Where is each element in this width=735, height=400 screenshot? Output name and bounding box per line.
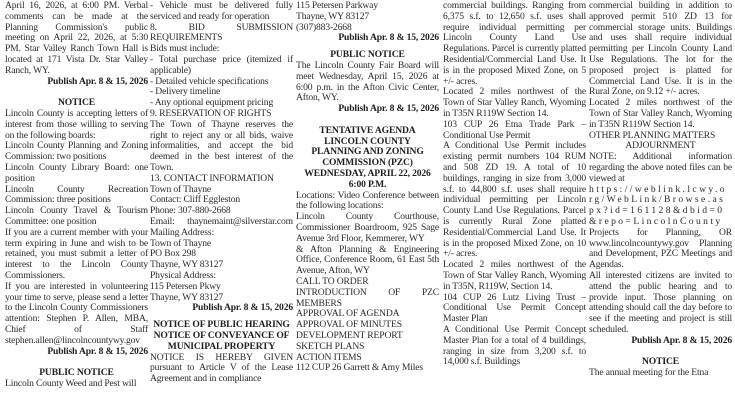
notice-paragraph: The Town of Thayne reserves the right to reject any or all bids, waive informalities, and accept the bid deemed in the best interest of the Town.: [150, 118, 293, 173]
notice-paragraph: Contact: Cliff Eggleston: [150, 194, 241, 206]
notice-paragraph: The Lincoln County Fair Board will meet Wednesday, April 15, 2026 at 6:00 p.m. in the Afton Civic Center, Afton, WY.: [296, 59, 439, 104]
notice-paragraph: Thayne, WY 83127: [296, 10, 370, 22]
notice-paragraph: DEVELOPMENT REPORT: [296, 329, 403, 341]
notice-paragraph: All interested citizens are invited to attend the public hearing and to provide input. Those planning on attending should call the day before to see if the meeting and project is still scheduled.: [589, 269, 732, 335]
notice-paragraph: - Detailed vehicle specifications: [150, 75, 269, 87]
notice-heading: NOTICE OF PUBLIC HEARING NOTICE OF CONVEYANCE OF MUNICIPAL PROPERTY: [153, 319, 290, 352]
column-5: [589, 1, 732, 379]
notice-paragraph: Town of Thayne: [150, 183, 211, 195]
notice-paragraph: Phone: 307-880-2668: [150, 205, 231, 217]
column-1: [5, 1, 148, 390]
notice-paragraph: If you are interested in volunteering your time to serve, please send a letter to the Lincoln County Commissioners attention: Stephen P. Allen, MBA, Chief of Staff stephen.allen@lincolncountywy.gov: [5, 280, 148, 346]
notice-heading: TENTATIVE AGENDA LINCOLN COUNTY PLANNING AND ZONING COMMISSION (PZC) WEDNESDAY, APRIL 22, 2026 6:00 P.M.: [304, 124, 431, 190]
notice-paragraph: PO Box 298: [150, 248, 196, 260]
notice-paragraph: INTRODUCTION OF PZC MEMBERS: [296, 286, 439, 309]
notice-paragraph: Email: thaynemaint@silverstar.com Mailing Address:: [150, 215, 293, 238]
notice-paragraph: Thayne, WY 83127: [150, 291, 224, 303]
publish-date-line: Publish Apr. 8 & 15, 2026: [338, 32, 439, 44]
column-4: [443, 1, 586, 368]
notice-paragraph: (307)883-2668: [296, 21, 352, 33]
notice-heading: NOTICE: [642, 356, 679, 368]
notice-paragraph: 115 Petersen Pkwy: [150, 280, 221, 292]
notice-paragraph: If you are a current member with your term expiring in June and wish to be retained, you must submit a letter of interest to the Lincoln County Commissioners.: [5, 226, 148, 281]
notice-paragraph: 104 CUP 26 Lutz Living Trust – Conditional Use Permit Concept Master Plan: [443, 291, 586, 325]
notice-paragraph: 8. BID SUBMISSION REQUIREMENTS: [150, 21, 293, 44]
notice-paragraph: Locations: Video Conference between the following locations:: [296, 189, 439, 212]
notice-paragraph: APPROVAL OF MINUTES: [296, 319, 402, 331]
notice-paragraph: A Conditional Use Permit Concept Master Plan for a total of 4 buildings, ranging in size from 3,200 s.f. to 14,000 s.f. Buildings: [443, 323, 586, 368]
notice-paragraph: ACTION ITEMS: [296, 351, 362, 363]
notice-paragraph: Physical Address:: [150, 269, 216, 281]
notice-paragraph: Located 2 miles northwest of the Town of Star Valley Ranch, Wyoming in T35N R119W Section 14.: [443, 86, 586, 119]
notice-heading: NOTICE: [58, 97, 95, 109]
notice-paragraph: Lincoln County Weed and Pest will: [5, 377, 137, 389]
notice-paragraph: Located 2 miles northwest of the Town of Star Valley Ranch, Wyoming in T35N R119W Section 14.: [589, 97, 732, 130]
notice-heading: PUBLIC NOTICE: [330, 49, 405, 61]
notice-paragraph: Located 2 miles northwest of the Town of Star Valley Ranch, Wyoming in T35N, R119W, Section 14.: [443, 259, 586, 292]
notice-paragraph: Bids must include:: [150, 43, 220, 55]
notice-paragraph: Lincoln County Travel & Tourism Committee: one position: [5, 205, 148, 227]
notice-paragraph: NOTICE IS HEREBY GIVEN pursuant to Article V of the Lease Agreement and in compliance: [150, 351, 293, 385]
column-3: [296, 1, 439, 374]
notice-paragraph: & Afton Planning & Engineering Office, Conference Room, 61 East 5th Avenue, Afton, WY: [296, 243, 439, 277]
notice-paragraph: A Conditional Use Permit includes existing permit numbers 104 RUM and 508 ZD 19. A total of 10 buildings, ranging in size from 3,000 s.f. to 44,800 s.f. uses shall require individual permitting per Lincoln County Land Use Regulations. Parcel is currently Rural Zone platted Residential/Commercial Land Use. It is in the proposed Mixed Zone, on 10 +/- acres.: [443, 140, 586, 260]
centered-text: ADJOURNMENT: [625, 140, 696, 152]
publish-date-line: Publish Apr. 8 & 15, 2026: [338, 103, 439, 115]
notice-paragraph: - Delivery timeline: [150, 86, 221, 98]
notice-paragraph: 13. CONTACT INFORMATION: [150, 172, 274, 184]
publish-date-line: Publish Apr. 8 & 15, 2026: [631, 334, 732, 346]
notice-paragraph: 9. RESERVATION OF RIGHTS: [150, 107, 272, 119]
notice-paragraph: Projects for Planning, OR www.lincolncountywy.gov Planning and Development, PZC Meetings and Agendas.: [589, 226, 732, 271]
notice-paragraph: 115 Petersen Parkway: [296, 0, 378, 11]
notice-heading: PUBLIC NOTICE: [39, 367, 114, 379]
notice-paragraph: April 16, 2026, at 6:00 PM. Verbal comments can be made at the Planning Commission's public meeting on April 22, 2026, at 5:30 PM. Star Valley Ranch Town Hall is located at 171 Vista Dr. Star Valley Ranch, WY.: [5, 0, 148, 76]
notice-paragraph: commercial building in addition to approved permit 510 ZD 13 for commercial storage units. Buildings and uses shall require individual permitting per Lincoln County Land Use Regulations. The lot for the proposed project is platted for Commercial Land Use. It is in the Rural Zone, on 9.12 +/- acres.: [589, 0, 732, 98]
notice-paragraph: - Vehicle must be delivered fully serviced and ready for operation: [150, 0, 293, 22]
notice-paragraph: Lincoln County Courthouse, Commissioner Boardroom, 925 Sage Avenue 3rd Floor, Kemmerer, WY: [296, 211, 439, 244]
notice-paragraph: Lincoln County Planning and Zoning Commission: two positions: [5, 140, 148, 163]
notice-paragraph: - Total purchase price (itemized if applicable): [150, 53, 293, 76]
notice-paragraph: Thayne, WY 83127: [150, 259, 224, 271]
notice-paragraph: The annual meeting for the Etna: [589, 367, 709, 379]
notice-paragraph: NOTE: Additional information regarding the above noted files can be viewed at: [589, 151, 732, 184]
notice-paragraph: Town of Thayne: [150, 237, 211, 249]
notice-paragraph: CALL TO ORDER: [296, 275, 369, 287]
publish-date-line: Publish Apr. 8 & 15, 2026: [47, 345, 148, 357]
notice-paragraph: OTHER PLANNING MATTERS: [589, 129, 716, 141]
notice-paragraph: APPROVAL OF AGENDA: [296, 308, 400, 320]
url-link[interactable]: https://weblink.lcwy.org/WebLink/Browse.aspx?id=161128&dbid=0&repo=LincolnCounty: [589, 183, 727, 227]
column-2: [150, 1, 293, 385]
notice-paragraph: Lincoln County Recreation Commission: three positions: [5, 183, 148, 206]
publish-date-line: Publish Apr. 8 & 15, 2026: [47, 75, 148, 87]
notice-paragraph: 112 CUP 26 Garrett & Amy Miles: [296, 362, 423, 374]
publish-date-line: Publish Apr. 8 & 15, 2026: [192, 302, 293, 314]
notice-paragraph: - Any optional equipment pricing: [150, 97, 274, 109]
notice-paragraph: commercial buildings. Ranging from 6,375 s.f. to 12,650 s.f. uses shall require individual permitting per Lincoln County Land Use Regulations. Parcel is currently platted Residential/Commercial Land Use. It is in the proposed Mixed Zone, on 5 +/- acres.: [443, 0, 586, 87]
notice-paragraph: Lincoln County is accepting letters of interest from those willing to serving on the following boards:: [5, 107, 148, 141]
notice-paragraph: 103 CUP 26 Etna Trade Park – Conditional Use Permit: [443, 118, 586, 141]
notice-paragraph: SKETCH PLANS: [296, 340, 365, 352]
notice-paragraph: Lincoln County Library Board: one position: [5, 161, 148, 184]
